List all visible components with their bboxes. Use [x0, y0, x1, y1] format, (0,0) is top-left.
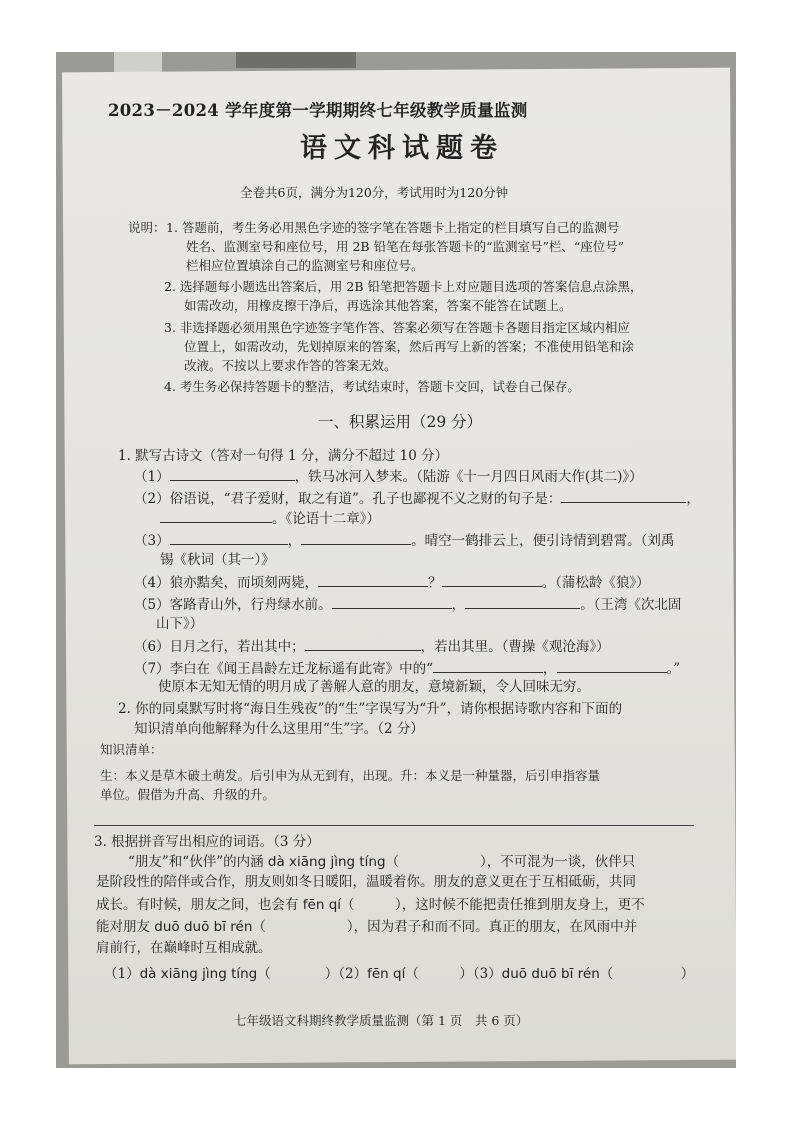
passage-line5: 肩前行，在巅峰时互相成就。 [96, 940, 272, 956]
item-text: 。” [666, 661, 681, 677]
q1-item-2-line2 [160, 509, 380, 528]
q1-item-2 [134, 489, 700, 508]
knowledge-list-line1: 生：本义是草木破土萌发。后引申为从无到有，出现。升：本义是一种量器，后引申指容量 [100, 768, 601, 783]
answer-box[interactable]: （ ） [405, 966, 473, 982]
answer-label: （1） [104, 966, 140, 982]
item-text: ， [451, 597, 466, 613]
page-footer: 七年级语文科期终教学质量监测（第 1 页 共 6 页） [234, 1013, 529, 1028]
item-text: ， [543, 661, 557, 677]
question-3-stem: 3. 根据拼音写出相应的词语。（3 分） [94, 834, 320, 850]
passage-text: （ ），因为君子和而不同。真正的朋友，在风雨中并 [252, 919, 638, 935]
q1-item-1 [134, 467, 643, 486]
passage-text: （ ），不可混为一谈，伙伴只 [385, 854, 636, 870]
exam-title: 2023－2024 学年度第一学期期终七年级教学质量监测 [108, 101, 528, 120]
item-text: ？ [428, 575, 442, 591]
item-text: （7）李白在《闻王昌龄左迁龙标遥有此寄》中的“ [134, 661, 433, 677]
passage-text: “朋友”和“伙伴”的内涵 [128, 854, 268, 870]
answer-blank[interactable] [305, 637, 421, 651]
passage-text: 成长。有时候，朋友之间，也会有 [96, 897, 303, 913]
instruction-1-line3: 栏相应位置填涂自己的监测室号和座位号。 [186, 258, 424, 273]
pinyin: duō duō bī rén [501, 966, 600, 982]
instructions-label: 说明： [128, 220, 166, 235]
instruction-1-line1: 1. 答题前，考生务必用黑色字迹的签字笔在答题卡上指定的栏目填写自己的监测号 [166, 220, 620, 235]
answer-blank[interactable] [170, 467, 295, 481]
pinyin: dà xiāng jìng tíng [139, 966, 258, 982]
pinyin: duō duō bī rén [154, 919, 253, 935]
item-text: （6）日月之行，若出其中； [134, 639, 305, 655]
q3-answers [104, 965, 694, 983]
question-2-stem-line2: 知识清单向他解释为什么这里用“生”字。（2 分） [134, 721, 424, 737]
item-text: （4）狼亦黠矣，而顷刻两毙， [134, 575, 319, 591]
q1-item-5-line2: 山下》） [156, 616, 204, 632]
item-text: ， [686, 491, 700, 507]
instruction-3-line3: 改液。不按以上要求作答的答案无效。 [184, 358, 397, 373]
photo-frame [56, 52, 736, 1068]
pinyin: fēn qí [367, 966, 406, 982]
instruction-2-line1: 2. 选择题每小题选出答案后，用 2B 铅笔把答题卡上对应题目选项的答案信息点涂黑， [164, 279, 643, 294]
q1-item-3-line2: 锡《秋词（其一）》 [160, 552, 275, 568]
passage-text: （ ），这时候不能把责任推到朋友身上，更不 [341, 897, 645, 913]
item-text: 。晴空一鹤排云上，便引诗情到碧霄。（刘禹 [411, 533, 675, 549]
passage-line3 [96, 896, 645, 914]
q1-item-7-line2: 使原本无知无情的明月成了善解人意的朋友，意境新颖，令人回味无穷。 [158, 679, 590, 695]
question-1-stem: 1. 默写古诗文（答对一句得 1 分，满分不超过 10 分） [118, 448, 449, 464]
instruction-4: 4. 考生务必保持答题卡的整洁，考试结束时，答题卡交回，试卷自己保存。 [164, 379, 580, 394]
answer-label: （3） [472, 966, 502, 982]
answer-box[interactable]: （ ） [257, 966, 339, 982]
passage-text: 能对朋友 [96, 919, 155, 935]
passage-line4 [96, 918, 637, 936]
q1-item-6 [134, 637, 610, 656]
answer-blank[interactable] [301, 531, 411, 545]
answer-blank[interactable] [318, 573, 428, 587]
instruction-1-line2: 姓名、监测室号和座位号，用 2B 铅笔在每张答题卡的“监测室号”栏、“座位号” [186, 239, 625, 254]
answer-blank[interactable] [332, 595, 452, 609]
passage-line2: 是阶段性的陪伴或合作，朋友则如冬日暖阳，温暖着你。朋友的意义更在于互相砥砺，共同 [96, 874, 636, 890]
instruction-3-line1: 3. 非选择题必须用黑色字迹签字笔作答、答案必须写在答题卡各题目指定区域内相应 [164, 320, 630, 335]
item-text: ，若出其里。（曹操《观沧海》） [420, 639, 610, 655]
answer-blank[interactable] [465, 595, 580, 609]
item-text: 。《论语十二章》） [272, 511, 380, 527]
answer-box[interactable]: （ ） [599, 966, 695, 982]
answer-line[interactable] [94, 825, 694, 826]
pinyin: fēn qí [302, 897, 342, 913]
instruction-3-line2: 位置上，如需改动，先划掉原来的答案，然后再写上新的答案；不准使用铅笔和涂 [184, 339, 635, 354]
item-number: （3） [134, 533, 170, 549]
pinyin: dà xiāng jìng tíng [267, 854, 386, 870]
answer-blank[interactable] [442, 573, 542, 587]
question-2-stem-line1: 2. 你的同桌默写时将“海日生残夜”的“生”字误写为“升”，请你根据诗歌内容和下面的 [118, 701, 623, 717]
item-number: （1） [134, 469, 170, 485]
q1-item-4 [134, 573, 650, 592]
item-text: ， [287, 533, 302, 549]
q1-item-7 [134, 659, 680, 678]
subject-title: 语文科试题卷 [300, 133, 504, 164]
section-title: 一、积累运用（29 分） [318, 413, 483, 431]
answer-blank[interactable] [561, 489, 686, 503]
background-object [236, 52, 356, 68]
passage-line1 [128, 853, 635, 871]
knowledge-list-title: 知识清单： [100, 742, 163, 757]
answer-blank[interactable] [170, 531, 288, 545]
q1-item-3 [134, 531, 674, 550]
item-text: （5）客路青山外，行舟绿水前。 [134, 597, 332, 613]
answer-blank[interactable] [433, 659, 543, 673]
item-text: 。（王湾《次北固 [580, 597, 682, 613]
exam-info: 全卷共6页，满分为120分，考试用时为120分钟 [240, 185, 509, 200]
answer-blank[interactable] [160, 509, 272, 523]
instruction-2-line2: 如需改动，用橡皮擦干净后，再选涂其他答案，答案不能答在试题上。 [184, 298, 572, 313]
q1-item-5 [134, 595, 681, 614]
item-text: （2）俗语说，“君子爱财，取之有道”。孔子也鄙视不义之财的句子是： [134, 491, 562, 507]
knowledge-list-line2: 单位。假借为升高、升级的升。 [100, 787, 276, 802]
item-text: 。（蒲松龄《狼》） [541, 575, 650, 591]
answer-blank[interactable] [557, 659, 667, 673]
item-text: ，铁马冰河入梦来。（陆游《十一月四日风雨大作(其二)》） [294, 469, 643, 485]
answer-label: （2） [338, 966, 368, 982]
